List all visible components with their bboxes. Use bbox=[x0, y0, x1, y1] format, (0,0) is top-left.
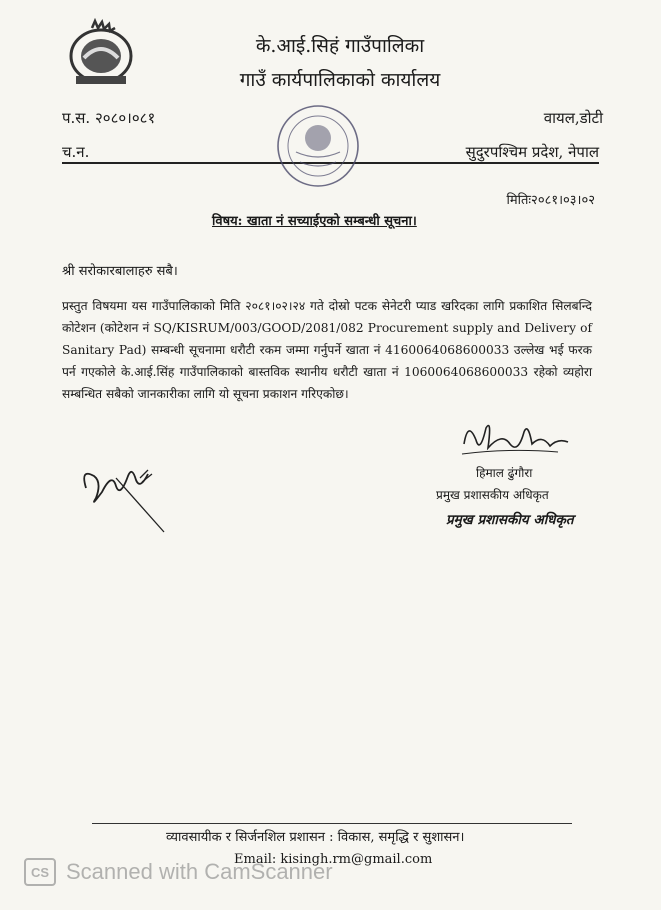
footer-email: Email: kisingh.rm@gmail.com bbox=[234, 852, 433, 867]
reference-number: प.स. २०८०।०८१ bbox=[62, 109, 156, 127]
footer-slogan: व्यावसायीक र सिर्जनशिल प्रशासन : विकास, समृद्धि र सुशासन। bbox=[166, 830, 465, 845]
camscanner-logo-icon: CS bbox=[24, 858, 56, 886]
scanner-watermark-text: Scanned with CamScanner bbox=[66, 859, 333, 884]
government-emblem-icon bbox=[62, 18, 140, 88]
signatory-name: हिमाल ढुंगौरा bbox=[476, 466, 533, 480]
signatory-title: प्रमुख प्रशासकीय अधिकृत bbox=[436, 488, 549, 502]
initials-signature-icon bbox=[76, 448, 168, 538]
salutation: श्री सरोकारबालाहरु सबै। bbox=[62, 264, 178, 279]
office-seal-icon bbox=[272, 100, 364, 192]
signature-icon bbox=[458, 414, 573, 462]
letter-date: मितिः२०८१।०३।०२ bbox=[506, 193, 595, 208]
office-subtitle: गाउँ कार्यपालिकाको कार्यालय bbox=[239, 69, 441, 91]
address-line-1: वायल,डोटी bbox=[543, 109, 603, 127]
dispatch-number: च.न. bbox=[62, 143, 90, 161]
footer-divider bbox=[92, 823, 572, 824]
signatory-stamp-title: प्रमुख प्रशासकीय अधिकृत bbox=[446, 512, 574, 528]
scanner-watermark bbox=[24, 858, 333, 886]
letter-body: प्रस्तुत विषयमा यस गाउँपालिकाको मिति २०८१।०२।२४ गते दोस्रो पटक सेनेटरी प्याड खरिदका लागि प्रकाशित सिलबन्दि कोटेशन (कोटेशन नं SQ/KISRUM/003/GOOD/2081/082 Procurement supply and Delivery of Sanitary Pad) सम्बन्धी सूचनामा धरौटी रकम जम्मा गर्नुपर्ने खाता नं 4160064068600033 उल्लेख भई फरक पर्न गएकोले के.आई.सिंह गाउँपालिकाको बास्तविक स्थानीय धरौटी खाता नं 1060064068600033 रहेको व्यहोरा सम्बन्धित सबैको जानकारीका लागि यो सूचना प्रकाशन गरिएकोछ। bbox=[62, 299, 592, 401]
letter-subject: विषय: खाता नं सच्याईएको सम्बन्धी सूचना। bbox=[212, 214, 417, 229]
address-line-2: सुदुरपश्चिम प्रदेश, नेपाल bbox=[465, 143, 599, 161]
office-name: के.आई.सिहं गाउँपालिका bbox=[255, 35, 425, 57]
